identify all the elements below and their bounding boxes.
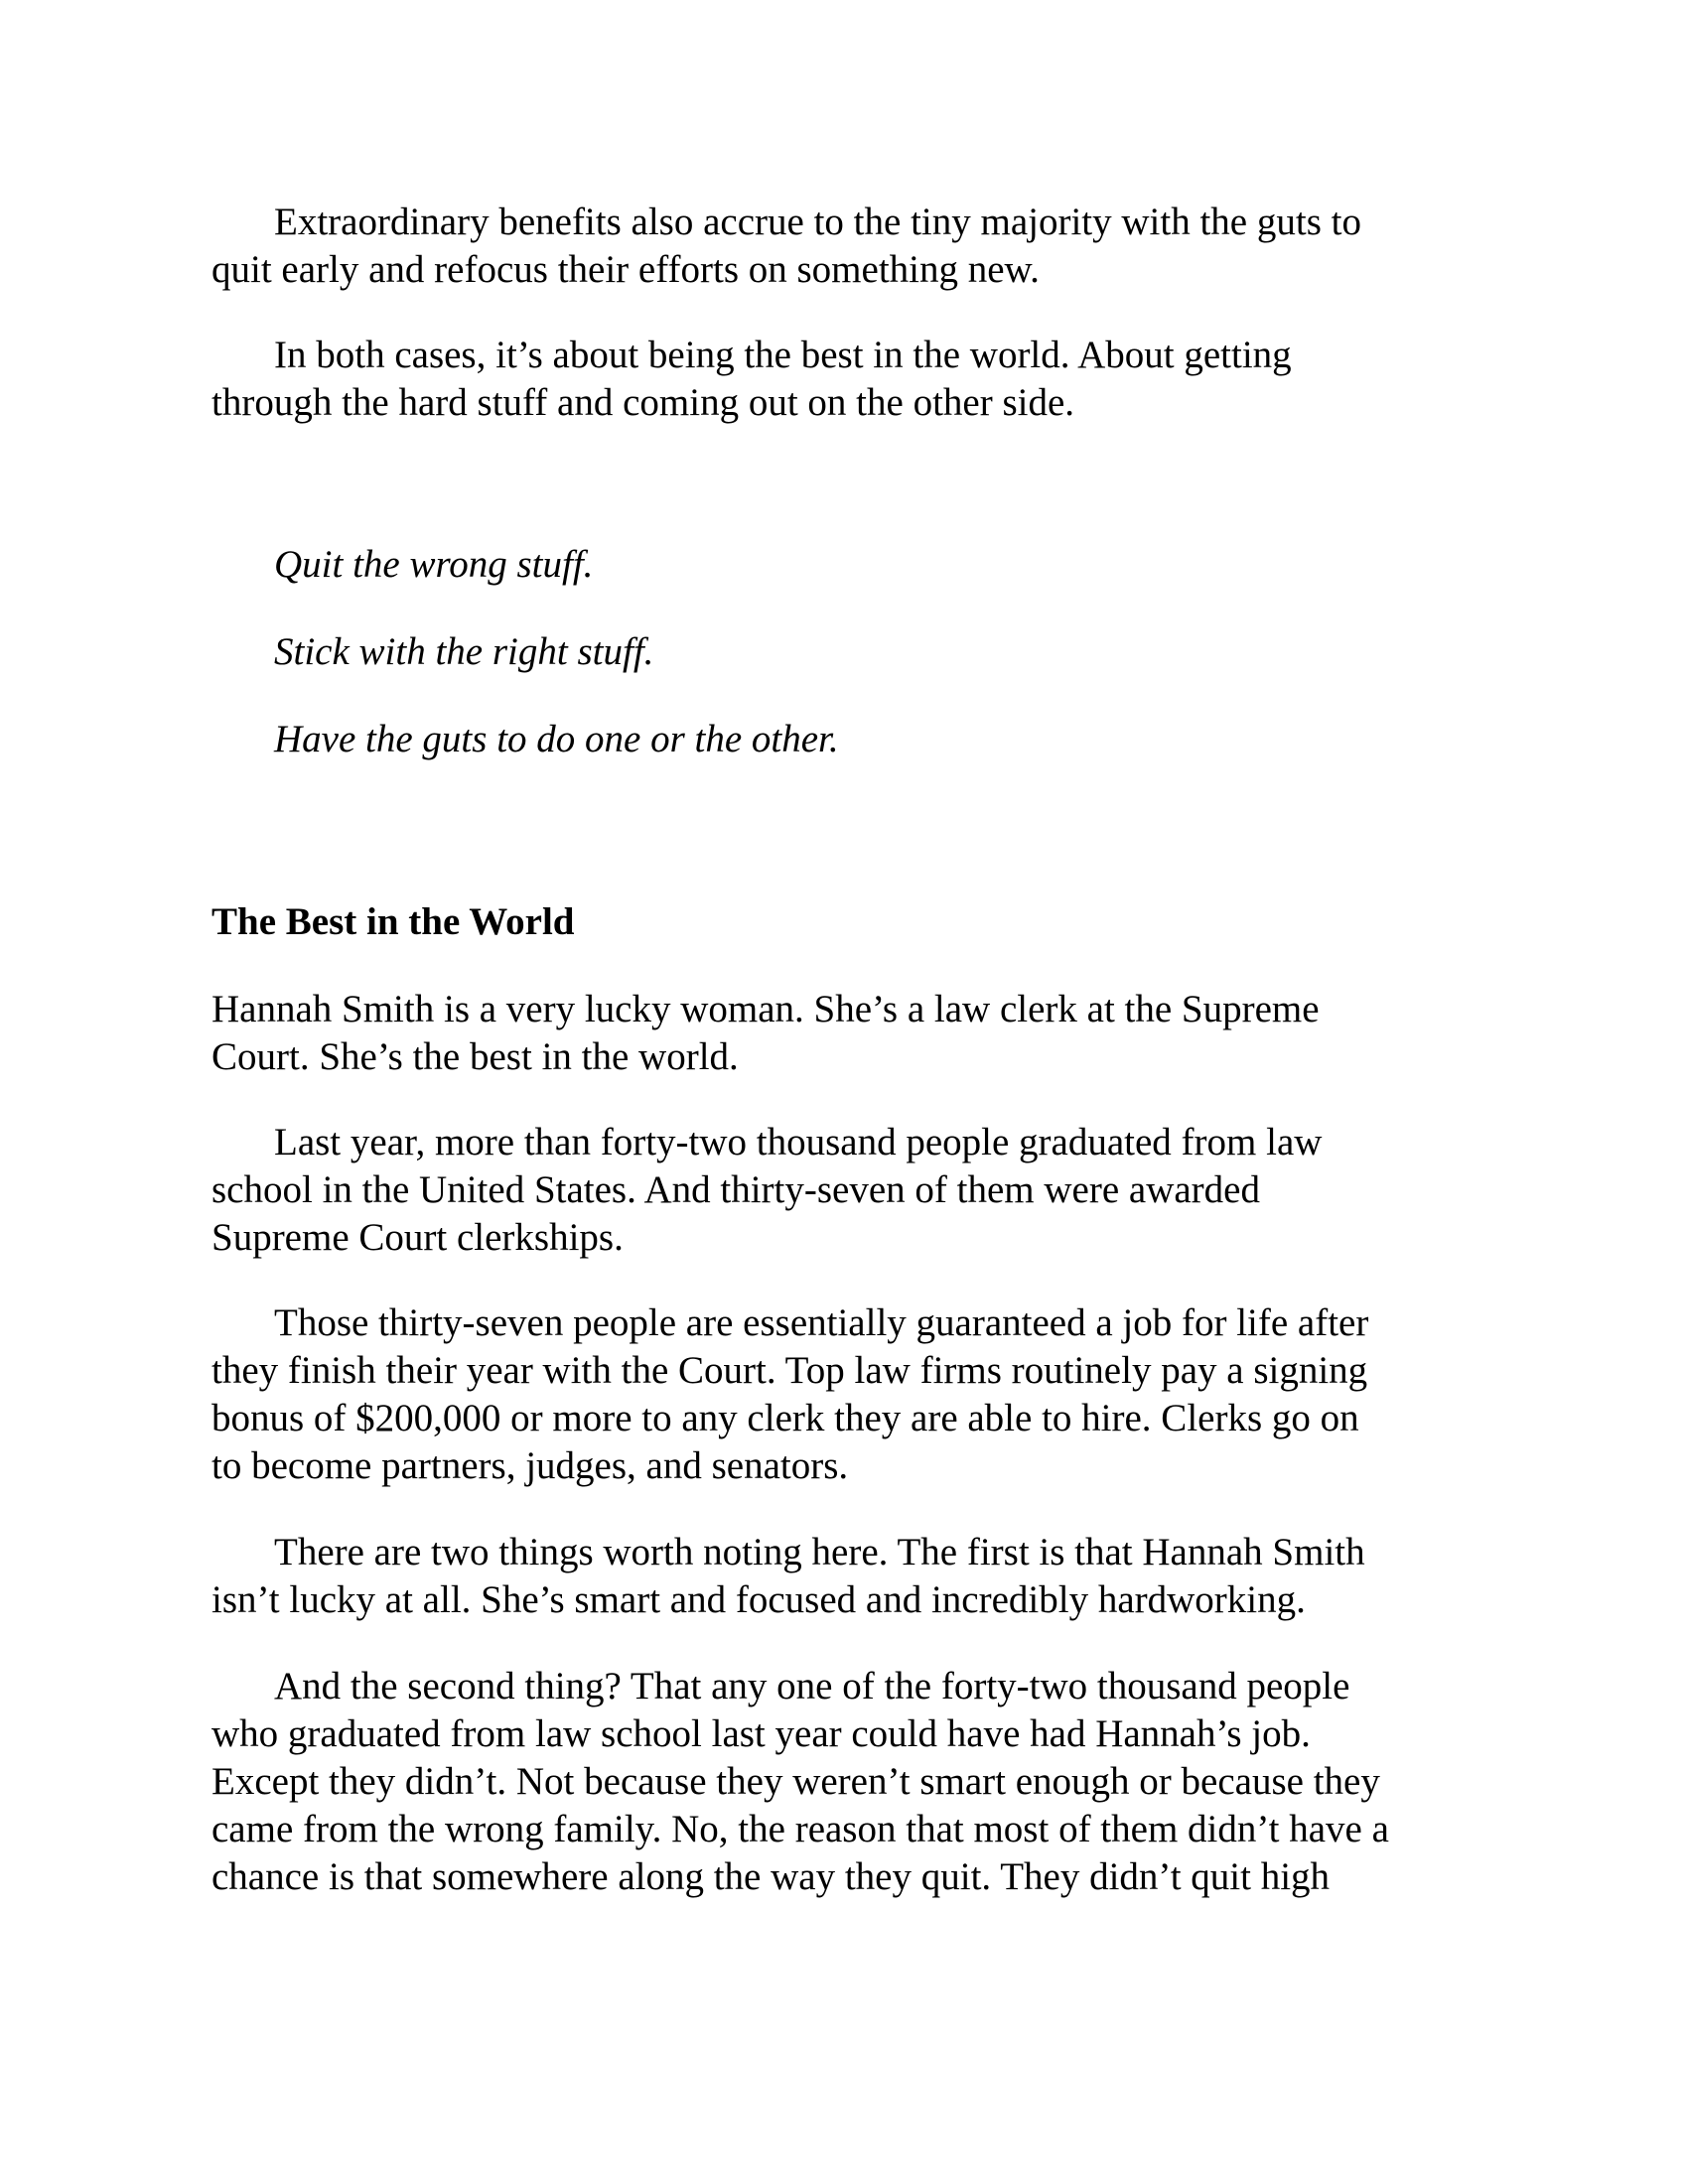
text-line: who graduated from law school last year could have had Hannah’s job. bbox=[211, 1712, 1311, 1755]
text-line: through the hard stuff and coming out on the other side. bbox=[211, 381, 1075, 424]
text-line: Last year, more than forty-two thousand people graduated from law bbox=[274, 1121, 1323, 1163]
text-line: Stick with the right stuff. bbox=[274, 630, 654, 673]
text-line: Supreme Court clerkships. bbox=[211, 1216, 624, 1259]
text-line: Court. She’s the best in the world. bbox=[211, 1035, 739, 1078]
text-line: There are two things worth noting here. The first is that Hannah Smith bbox=[274, 1531, 1365, 1573]
text-line: In both cases, it’s about being the best in the world. About getting bbox=[274, 334, 1292, 376]
text-line: came from the wrong family. No, the reason that most of them didn’t have a bbox=[211, 1808, 1389, 1850]
paragraph-second-thing bbox=[211, 1663, 1502, 1901]
italic-quit-wrong-stuff bbox=[211, 541, 1502, 589]
text-line: Hannah Smith is a very lucky woman. She’s a law clerk at the Supreme bbox=[211, 988, 1320, 1030]
text-line: isn’t lucky at all. She’s smart and focused and incredibly hardworking. bbox=[211, 1578, 1306, 1621]
paragraph-thirty-seven-people bbox=[211, 1299, 1502, 1490]
text-line: Extraordinary benefits also accrue to the tiny majority with the guts to bbox=[274, 201, 1361, 243]
heading-text: The Best in the World bbox=[211, 900, 575, 943]
paragraph-extraordinary-benefits bbox=[211, 199, 1502, 294]
text-line: Those thirty-seven people are essentially guaranteed a job for life after bbox=[274, 1301, 1369, 1344]
text-line: quit early and refocus their efforts on something new. bbox=[211, 248, 1040, 291]
text-line: And the second thing? That any one of the forty-two thousand people bbox=[274, 1665, 1350, 1707]
paragraph-hannah-smith bbox=[211, 986, 1502, 1081]
text-line: chance is that somewhere along the way they quit. They didn’t quit high bbox=[211, 1855, 1331, 1898]
italic-stick-right-stuff bbox=[211, 628, 1502, 676]
text-line: school in the United States. And thirty-seven of them were awarded bbox=[211, 1168, 1260, 1211]
text-line: Quit the wrong stuff. bbox=[274, 543, 594, 586]
text-line: they finish their year with the Court. Top law firms routinely pay a signing bbox=[211, 1349, 1368, 1392]
text-line: Except they didn’t. Not because they weren’t smart enough or because they bbox=[211, 1760, 1380, 1803]
text-line: bonus of $200,000 or more to any clerk they are able to hire. Clerks go on bbox=[211, 1397, 1359, 1439]
paragraph-two-things bbox=[211, 1529, 1502, 1624]
text-line: to become partners, judges, and senators. bbox=[211, 1444, 849, 1487]
paragraph-both-cases bbox=[211, 332, 1502, 427]
paragraph-last-year bbox=[211, 1119, 1502, 1262]
text-line: Have the guts to do one or the other. bbox=[274, 718, 839, 760]
section-heading bbox=[211, 898, 1502, 946]
italic-have-the-guts bbox=[211, 716, 1502, 763]
